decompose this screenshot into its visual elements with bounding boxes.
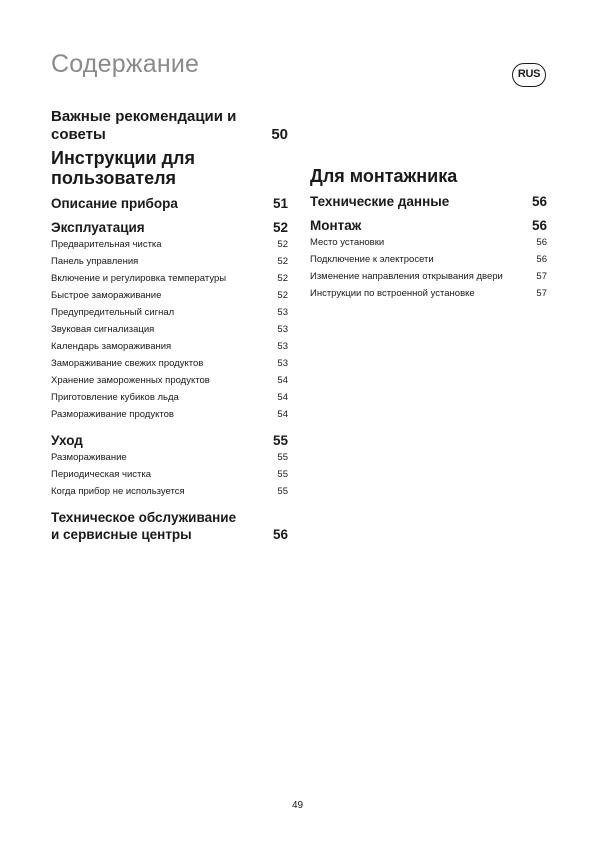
- toc-item[interactable]: [51, 406, 288, 423]
- toc-heading-user-instructions: [51, 148, 288, 188]
- toc-section-label: советы: [51, 126, 106, 143]
- toc-page-number: 52: [277, 290, 288, 301]
- toc-section-label: Важные рекомендации и: [51, 108, 237, 125]
- toc-item-label: Замораживание свежих продуктов: [51, 358, 204, 369]
- toc-page-number: 50: [271, 126, 288, 143]
- toc-item-label: Панель управления: [51, 256, 139, 267]
- toc-page-number: 51: [272, 196, 288, 211]
- toc-section-description[interactable]: [51, 195, 288, 212]
- toc-item[interactable]: [51, 466, 288, 483]
- toc-item-label: Приготовление кубиков льда: [51, 392, 179, 403]
- toc-section-label: Техническое обслуживание: [51, 510, 237, 525]
- toc-page-number: 52: [277, 256, 288, 267]
- toc-page-number: 53: [277, 358, 288, 369]
- toc-section-label: Эксплуатация: [51, 220, 145, 235]
- toc-item[interactable]: [51, 338, 288, 355]
- toc-page-number: 52: [277, 239, 288, 250]
- toc-section-label: Описание прибора: [51, 196, 178, 211]
- toc-item-label: Подключение к электросети: [310, 254, 434, 265]
- toc-left-column: [51, 108, 288, 543]
- toc-page-number: 55: [277, 469, 288, 480]
- toc-item[interactable]: [310, 285, 547, 302]
- toc-item-label: Размораживание продуктов: [51, 409, 174, 420]
- toc-page-number: 53: [277, 341, 288, 352]
- toc-item-label: Изменение направления открывания двери: [310, 271, 503, 282]
- toc-item[interactable]: [51, 389, 288, 406]
- toc-section-important[interactable]: [51, 108, 288, 144]
- toc-item-label: Место установки: [310, 237, 385, 248]
- toc-page-number: 53: [277, 307, 288, 318]
- toc-mounting-list: [310, 234, 547, 302]
- toc-item[interactable]: [51, 304, 288, 321]
- toc-section-mounting[interactable]: [310, 217, 547, 234]
- toc-operation-list: [51, 236, 288, 423]
- page-title: Содержание: [51, 50, 200, 78]
- toc-item-label: Размораживание: [51, 452, 127, 463]
- toc-section-label: Технические данные: [310, 194, 450, 209]
- toc-item-label: Хранение замороженных продуктов: [51, 375, 210, 386]
- toc-item-label: Периодическая чистка: [51, 469, 152, 480]
- toc-page-number: 53: [277, 324, 288, 335]
- toc-item[interactable]: [51, 287, 288, 304]
- language-badge: RUS: [512, 63, 546, 87]
- toc-item-label: Календарь замораживания: [51, 341, 172, 352]
- toc-page-number: 55: [277, 452, 288, 463]
- toc-item[interactable]: [51, 270, 288, 287]
- toc-item-label: Когда прибор не используется: [51, 486, 185, 497]
- toc-heading-installer: Для монтажника: [310, 166, 458, 186]
- toc-item-label: Инструкции по встроенной установке: [310, 288, 475, 299]
- toc-page-number: 56: [272, 527, 288, 542]
- toc-item[interactable]: [51, 355, 288, 372]
- toc-item[interactable]: [310, 251, 547, 268]
- toc-heading-line: Инструкции для: [51, 148, 195, 168]
- page-number: 49: [291, 800, 304, 811]
- toc-item[interactable]: [51, 372, 288, 389]
- toc-item[interactable]: [51, 483, 288, 500]
- toc-right-column: [310, 166, 547, 302]
- toc-section-technical[interactable]: [310, 193, 547, 210]
- toc-section-care[interactable]: [51, 432, 288, 449]
- toc-heading-line: пользователя: [51, 168, 177, 188]
- toc-page-number: 52: [277, 273, 288, 284]
- toc-item[interactable]: [51, 236, 288, 253]
- toc-page-number: 56: [531, 218, 547, 233]
- toc-item[interactable]: [51, 321, 288, 338]
- toc-page-number: 57: [536, 271, 547, 282]
- toc-item-label: Звуковая сигнализация: [51, 324, 155, 335]
- toc-section-service[interactable]: [51, 509, 288, 543]
- toc-item-label: Включение и регулировка температуры: [51, 273, 227, 284]
- toc-item[interactable]: [310, 268, 547, 285]
- toc-section-label: Уход: [51, 433, 83, 448]
- toc-item-label: Предварительная чистка: [51, 239, 162, 250]
- toc-page-number: 55: [277, 486, 288, 497]
- toc-page-number: 56: [536, 237, 547, 248]
- toc-item[interactable]: [51, 253, 288, 270]
- toc-section-label: Монтаж: [310, 218, 362, 233]
- toc-page-number: 54: [277, 392, 288, 403]
- toc-page-number: 54: [277, 409, 288, 420]
- toc-section-label: и сервисные центры: [51, 527, 192, 542]
- toc-care-list: [51, 449, 288, 500]
- toc-page-number: 57: [536, 288, 547, 299]
- toc-item-label: Быстрое замораживание: [51, 290, 162, 301]
- toc-item-label: Предупредительный сигнал: [51, 307, 175, 318]
- toc-page-number: 56: [536, 254, 547, 265]
- toc-item[interactable]: [51, 449, 288, 466]
- toc-page-number: 55: [272, 433, 288, 448]
- toc-page-number: 56: [531, 194, 547, 209]
- toc-page-number: 52: [272, 220, 288, 235]
- toc-page-number: 54: [277, 375, 288, 386]
- toc-item[interactable]: [310, 234, 547, 251]
- toc-section-operation[interactable]: [51, 219, 288, 236]
